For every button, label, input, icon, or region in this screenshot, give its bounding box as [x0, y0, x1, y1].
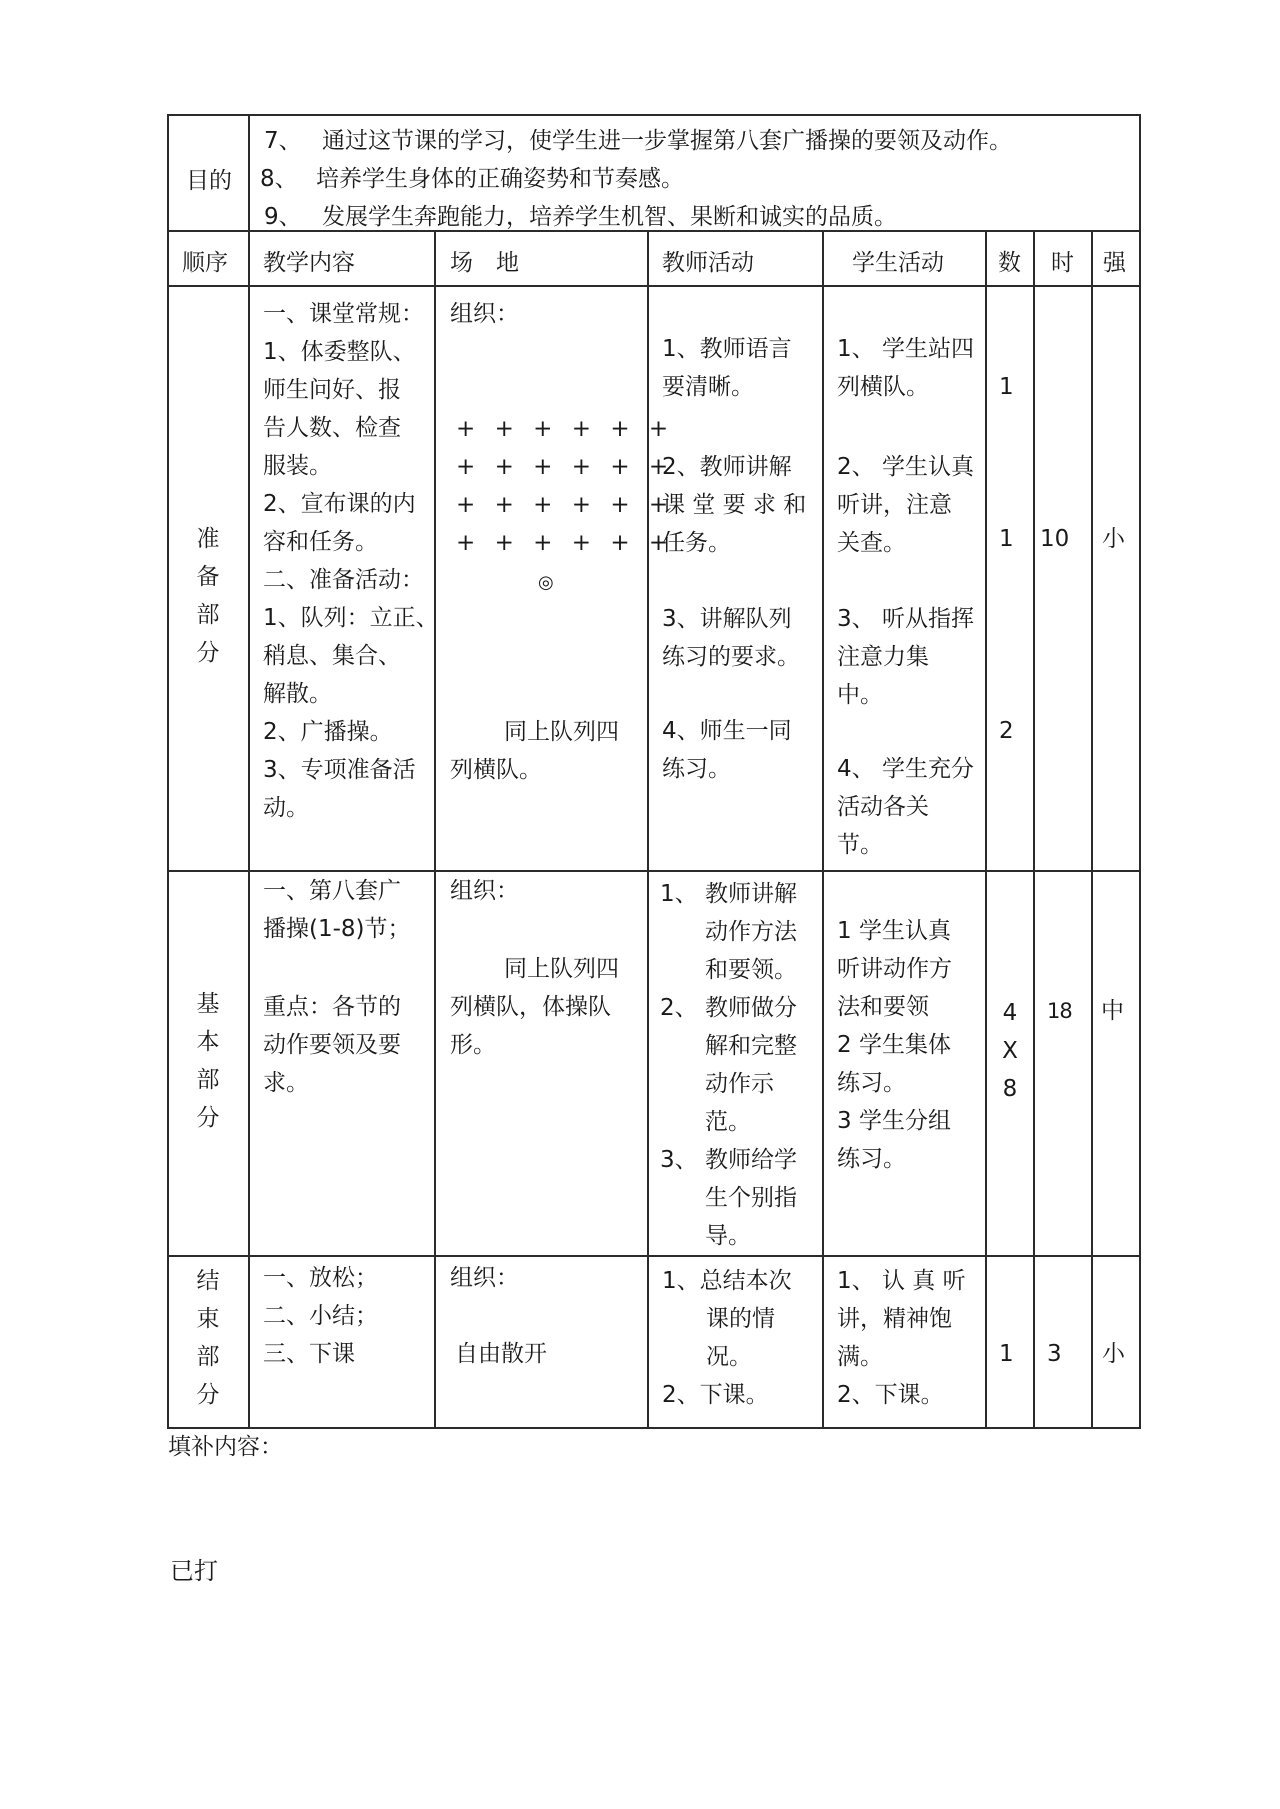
formation-row: + + + + + +	[456, 454, 675, 480]
header-content: 教学内容	[263, 250, 355, 276]
goals-label: 目的	[186, 168, 232, 194]
preparation-intensity: 小	[1102, 526, 1125, 552]
teacher-step-number: 2、	[660, 995, 698, 1021]
fill-content-label: 填补内容：	[168, 1434, 283, 1460]
basic-count: 4 X 8	[1002, 1000, 1018, 1102]
teacher-step-text: 教师讲解 动作方法 和要领。	[705, 881, 797, 983]
table-border-top	[167, 114, 1141, 116]
table-border-bottom	[167, 1427, 1141, 1429]
header-venue: 场 地	[450, 250, 519, 276]
basic-content: 一、第八套广 播操(1-8)节；	[263, 878, 411, 942]
header-order: 顺序	[182, 250, 228, 276]
header-count: 数	[998, 250, 1021, 276]
ending-student-activity: 1、 认 真 听 讲，精神饱 满。 2、下课。	[837, 1268, 966, 1408]
table-border-left	[167, 114, 169, 1429]
preparation-count: 1	[999, 526, 1014, 552]
ending-count: 1	[999, 1341, 1014, 1367]
header-intensity: 强	[1103, 250, 1126, 276]
col-divider	[1033, 230, 1035, 1429]
basic-student-activity: 1 学生认真 听讲动作方 法和要领 2 学生集体 练习。 3 学生分组 练习。	[837, 918, 952, 1172]
col-divider	[985, 230, 987, 1429]
goal-text: 通过这节课的学习，使学生进一步掌握第八套广播操的要领及动作。	[322, 128, 1012, 154]
preparation-teacher-activity: 1、教师语言 要清晰。	[662, 336, 792, 400]
section-name-preparation: 准 备 部 分	[196, 526, 220, 666]
ending-content: 一、放松； 二、小结； 三、下课	[263, 1265, 378, 1367]
goal-number: 9、	[264, 204, 302, 230]
preparation-student-activity: 2、 学生认真 听讲，注意 关查。	[837, 454, 974, 556]
preparation-count: 1	[999, 374, 1014, 400]
preparation-time: 10	[1040, 526, 1070, 552]
section-name-ending: 结 束 部 分	[196, 1268, 220, 1408]
row-divider	[167, 1255, 1141, 1257]
header-teacher-activity: 教师活动	[662, 250, 754, 276]
preparation-teacher-activity: 4、师生一同 练习。	[662, 718, 792, 782]
preparation-venue-label: 组织：	[450, 301, 519, 327]
preparation-venue-note: 同上队列四 列横队。	[450, 719, 619, 783]
ending-venue-label: 组织：	[450, 1265, 519, 1291]
goal-number: 7、	[264, 128, 302, 154]
formation-row: + + + + + +	[456, 530, 675, 556]
preparation-count: 2	[999, 718, 1014, 744]
ending-venue-note: 自由散开	[455, 1341, 547, 1367]
formation-row: + + + + + +	[456, 492, 675, 518]
basic-content: 重点：各节的 动作要领及要 求。	[263, 994, 401, 1096]
preparation-content: 一、课堂常规： 1、体委整队、 师生问好、报 告人数、检查 服装。 2、宣布课的内 容和任务。 二、准备活动： 1、队列：立正、 稍息、集合、 解散。 2、广播操。 3、专项准备活 动。	[263, 301, 439, 821]
row-divider	[167, 285, 1141, 287]
trailing-text: 已打	[170, 1557, 218, 1585]
preparation-teacher-activity: 2、教师讲解 课 堂 要 求 和 任务。	[662, 454, 807, 556]
section-name-basic: 基 本 部 分	[196, 991, 220, 1131]
teacher-step-text: 教师做分 解和完整 动作示 范。	[705, 995, 797, 1135]
preparation-student-activity: 1、 学生站四 列横队。	[837, 336, 974, 400]
preparation-student-activity: 4、 学生充分 活动各关 节。	[837, 756, 974, 858]
preparation-teacher-activity: 3、讲解队列 练习的要求。	[662, 606, 800, 670]
ending-intensity: 小	[1102, 1341, 1125, 1367]
goal-text: 培养学生身体的正确姿势和节奏感。	[316, 166, 684, 192]
formation-row: + + + + + +	[456, 416, 675, 442]
teacher-step-number: 1、	[660, 881, 698, 907]
basic-intensity: 中	[1101, 998, 1124, 1024]
ending-teacher-activity: 1、总结本次 课的情 况。 2、下课。	[662, 1268, 792, 1408]
col-divider	[248, 114, 250, 1429]
goal-number: 8、	[260, 166, 298, 192]
basic-venue-label: 组织：	[450, 878, 519, 904]
formation-diagram	[456, 410, 674, 562]
basic-time: 18	[1047, 999, 1072, 1023]
teacher-position-icon: ◎	[538, 572, 554, 593]
teacher-step-text: 教师给学 生个别指 导。	[705, 1147, 797, 1249]
goal-text: 发展学生奔跑能力，培养学生机智、果断和诚实的品质。	[322, 204, 897, 230]
teacher-step-number: 3、	[660, 1147, 698, 1173]
basic-venue-note: 同上队列四 列横队，体操队 形。	[450, 956, 619, 1058]
header-time: 时	[1051, 250, 1074, 276]
col-divider	[1091, 230, 1093, 1429]
header-student-activity: 学生活动	[852, 250, 944, 276]
preparation-student-activity: 3、 听从指挥 注意力集 中。	[837, 606, 974, 708]
col-divider	[822, 230, 824, 1429]
table-border-right	[1139, 114, 1141, 1429]
ending-time: 3	[1047, 1341, 1062, 1367]
